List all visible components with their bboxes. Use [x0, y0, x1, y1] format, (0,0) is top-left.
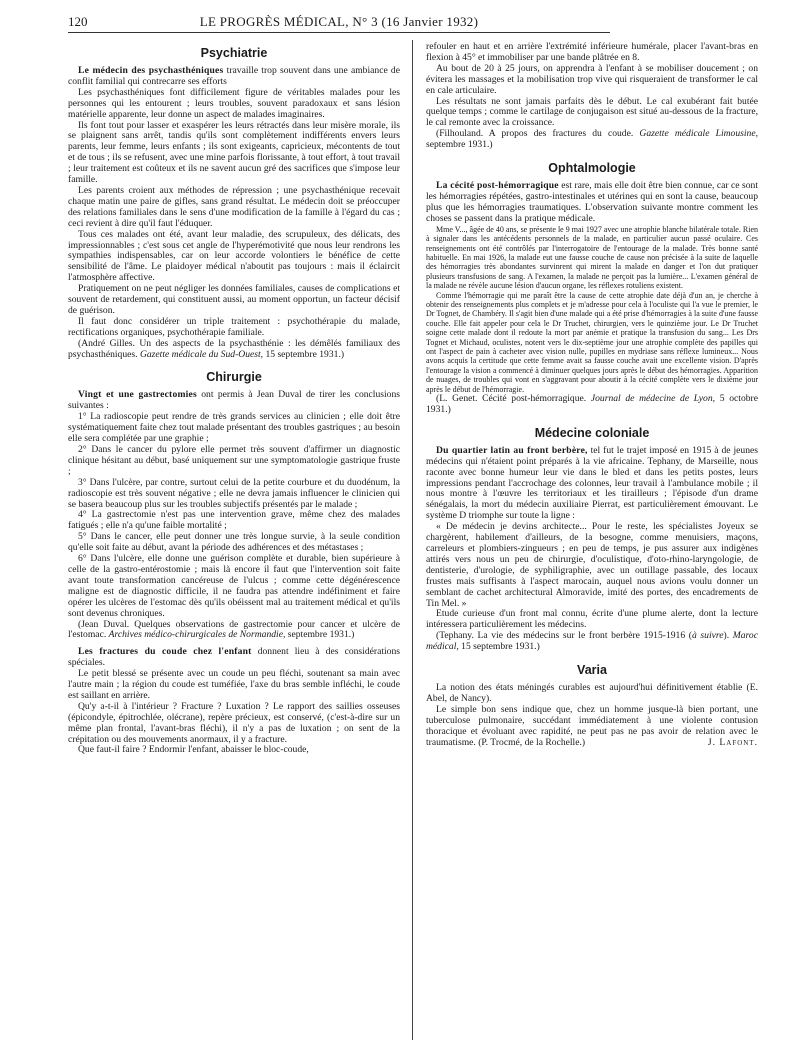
paragraph: Les fractures du coude chez l'enfant donnent lieu à des considérations spéciales.: [68, 646, 400, 669]
paragraph: Les psychasthéniques font difficilement figure de véritables malades pour les personnes qui les entourent ; leurs troubles, souvent paradoxaux et sans lésion matérielle apparente, leur donne un aspect de malades imaginaires.: [68, 86, 400, 120]
paragraph: Vingt et une gastrectomies ont permis à Jean Duval de tirer les conclusions suivantes :: [68, 389, 400, 412]
paragraph: 3° Dans l'ulcère, par contre, surtout celui de la petite courbure et du duodénum, la radioscopie est très souvent négative ; elle ne devra jamais influencer le clinicien qui se basera beaucoup plus sur les troubles subjectifs présentés par le malade ;: [68, 476, 400, 510]
paragraph: Que faut-il faire ? Endormir l'enfant, abaisser le bloc-coude,: [78, 744, 309, 756]
section-title-psychiatrie: Psychiatrie: [200, 46, 268, 60]
section-title-medecine-coloniale: Médecine coloniale: [534, 425, 650, 440]
page-header: [68, 12, 610, 33]
paragraph: La notion des états méningés curables est aujourd'hui définitivement établie (E. Abel, de Nancy).: [426, 682, 758, 704]
small-print-paragraph: Comme l'hémorragie qui me paraît être la cause de cette atrophie date déjà d'un an, je cherche à obtenir des renseignements plus complets et je m'adresse pour cela à l'oculiste qui l'a vue le premier, le Dr Tognet, de Chambéry. Il s'agit bien d'une malade qui a été prise d'hémorragies à la suite d'une fausse couche. Elle fait appeler pour cela le Dr Truchet, chirurgien, vers le quinzième jour. Le Dr Truchet soigne cette malade dont il redoute la mort par anémie et pratique la transfusion du sang... Les Drs Tognet et Michaud, oculistes, notent vers le dix-septième jour une atrophie complète des papilles qui ont l'aspect de pain à cacheter avec vision nulle, pupilles en mydriase sans réflexe lumineux... Nous avons acquis la certitude que cette femme avait sa fausse couche avait une excellente vision. D'après l'entourage la vision a commencé à diminuer quelques jours après le début des hémorragies. Apparition de nuages, de troubles qui vont en s'aggravant pour aboutir à la cécité complète vers le dixième jour après le début de l'hémorragie.: [426, 290, 758, 394]
section-title-chirurgie: Chirurgie: [206, 370, 262, 385]
paragraph: refouler en haut et en arrière l'extrémité inférieure humérale, placer l'avant-bras en flexion à 45° et immobiliser par une bande plâtrée en 8.: [426, 41, 758, 63]
paragraph: Etude curieuse d'un front mal connu, écrite d'une plume alerte, dont la lecture intéressera particulièrement les médecins.: [426, 608, 758, 631]
paragraph: 5° Dans le cancer, elle peut donner une très longue survie, à la seule condition qu'elle soit faite au début, avant la période des adhérences et des métastases ;: [68, 531, 400, 554]
lead-in: La cécité post-hémorragique: [436, 180, 559, 192]
section-title-ophtalmologie: Ophtalmologie: [548, 161, 636, 176]
lead-in: Du quartier latin au front berbère,: [436, 444, 588, 456]
paragraph: La cécité post-hémorragique est rare, mais elle doit être bien connue, car ce sont les hémorragies répétées, gastro-intestinales et utérines qui en sont la cause, beaucoup plus que les hémorragies traumatiques. L'observation suivante montre comment les choses se passent dans la pratique médicale.: [426, 180, 759, 224]
paragraph: Les résultats ne sont jamais parfaits dès le début. Le cal exubérant fait butée quelque temps ; comme le cartilage de conjugaison est situé au-dessous de la fracture, le cal remonte avec la croissance.: [426, 95, 758, 129]
paragraph: Le petit blessé se présente avec un coude un peu fléchi, soutenant sa main avec l'autre main ; la région du coude est tuméfiée, l'axe du bras semble infléchi, le coude est saillant en arrière.: [68, 668, 400, 701]
paragraph: « De médecin je devins architecte... Pour le reste, les spécialistes Joyeux se chargèrent, habilement d'ailleurs, de la besogne, comme menuisiers, maçons, carreleurs et plombiers-zingueurs ; en peu de temps, je pus assurer aux indigènes attirés vers nous un peu de chirurgie, d'oculistique, d'oto-rhino-laryngologie, de dentisterie, d'urologie, de syphiligraphie, avec un outillage passable, des locaux frustes mais suffisants à l'aspect marocain, auquel nous avions voulu donner un semblant de cachet architectural Almoravide, imité des portes, des encadrements de Tin Mel. »: [426, 521, 758, 609]
page-number: 120: [68, 14, 88, 29]
citation: (Filhouland. A propos des fractures du coude. Gazette médicale Limousine, septembre 1931.): [426, 128, 759, 151]
running-title: LE PROGRÈS MÉDICAL, N° 3 (16 Janvier 1932): [199, 14, 479, 29]
paragraph: Tous ces malades ont été, avant leur maladie, des scrupuleux, des délicats, des impressionnables ; c'est sous cet angle de l'hyperémotivité que nous leur rendrons les sympathies indispensables, car on leur accorde volontiers le bénéfice de cette sensibilité de l'âme. Le plaidoyer médical n'aboutit pas toujours : mais il éclaircit l'atmosphère affective.: [68, 228, 400, 284]
author-signature: J. Lafont.: [707, 736, 758, 748]
column-divider: [412, 40, 413, 1040]
paragraph: 6° Dans l'ulcère, elle donne une guérison complète et durable, bien supérieure à celle de la gastro-entérostomie ; mais là encore il faut que l'intervention soit faite avant toute transformation cancéreuse de l'ulcus ; comme cette dégénérescence maligne est de diagnostic difficile, il ne faudra pas attendre indéfiniment et faire opérer les ulcères de l'estomac dès qu'ils obéissent mal au traitement médical et qu'ils sont devenus chroniques.: [68, 553, 400, 619]
citation: (Tephany. La vie des médecins sur le front berbère 1915-1916 (à suivre). Maroc médical, 15 septembre 1931.): [426, 630, 758, 653]
paragraph: Il faut donc considérer un triple traitement : psychothérapie du malade, rectifications organiques, psychothérapie familiale.: [68, 315, 400, 338]
citation: (André Gilles. Un des aspects de la psychasthénie : les démêlés familiaux des psychasthéniques. Gazette médicale du Sud-Ouest, 15 septembre 1931.): [68, 337, 400, 360]
paragraph: 4° La gastrectomie n'est pas une intervention grave, même chez des malades fatigués ; elle n'a qu'une faible mortalité ;: [68, 509, 400, 532]
paragraph: Pratiquement on ne peut négliger les données familiales, causes de complications et souvent de retardement, qui constituent aussi, au moment opportun, un facteur décisif de guérison.: [68, 283, 400, 316]
paragraph: Du quartier latin au front berbère, tel fut le trajet imposé en 1915 à de jeunes médecins qui n'étaient point préparés à la vie africaine. Tephany, de Marseille, nous raconte avec bonne humeur leur vie dans le bled et dans les petits postes, leurs impressions pendant l'accrochage des colonnes, leur travail à l'ambulance mobile ; il nous montre à l'œuvre les territoriaux et les tirailleurs ; l'épisode d'un drame sénégalais, la mort du médecin auxiliaire Pierrat, est particulièrement émouvant. Le système D triomphe sur toute la ligne :: [426, 444, 758, 522]
paragraph: 2° Dans le cancer du pylore elle permet très souvent d'affirmer un diagnostic clinique hésitant au début, basé uniquement sur une symptomatologie gastrique fruste ;: [68, 444, 400, 477]
paragraph: Au bout de 20 à 25 jours, on apprendra à l'enfant à se mobiliser doucement ; on évitera les massages et la mobilisation trop vive qui risqueraient de transformer le cal en cale articulaire.: [426, 62, 758, 96]
paragraph: Le médecin des psychasthéniques travaille trop souvent dans une ambiance de conflit familial qui contrecarre ses efforts: [68, 65, 400, 87]
paragraph: 1° La radioscopie peut rendre de très grands services au clinicien ; elle doit être systématiquement faite chez tout malade présentant des troubles gastriques ; au besoin elle sera complétée par une graphie ;: [68, 411, 400, 445]
paragraph: Le simple bon sens indique que, chez un homme jusque-là bien portant, une tuberculose pulmonaire, succédant immédiatement à une violente contusion thoracique et évoluant avec rapidité, ne peut pas ne pas avoir de relation avec le traumatisme. (P. Trocmé, de la Rochelle.) J. Lafont.: [426, 703, 758, 748]
left-column: [68, 42, 400, 756]
lead-in: Vingt et une gastrectomies: [78, 389, 197, 401]
lead-in: Les fractures du coude chez l'enfant: [78, 646, 252, 658]
paragraph: Les parents croient aux méthodes de répression ; une psychasthénique recevait chaque matin une paire de gifles, sans grand résultat. Le médecin doit se préoccuper des relations familiales dans le sens d'une modification de la famille à l'égard du cas ; ceci revient à dire qu'il faut l'éduquer.: [68, 184, 400, 229]
section-title-varia: Varia: [577, 663, 607, 678]
paragraph: Qu'y a-t-il à l'intérieur ? Fracture ? Luxation ? Le rapport des saillies osseuses (épicondyle, épitrochlée, olécrane), repère précieux, est conservé, (c'est-à-dire sur un même plan frontal, l'avant-bras fléchi), il n'y a pas de luxation ; on sent de la crépitation ou des mouvements anormaux, il y a fracture.: [68, 700, 400, 745]
paragraph: Ils font tout pour lasser et exaspérer les leurs rétractés dans leur misère morale, ils se plaignent sans arrêt, tandis qu'ils sont complètement indifférents envers leurs parents, leur femme, leurs enfants ; ils sont exigeants, capricieux, mécontents de tout et de tous ; ils se refusent, avec une mine parfois florissante, à tout effort, à tout travail ; leur traitement est coûteux et ils ne savent aucun gré des sacrifices que s'impose leur famille.: [68, 119, 400, 186]
small-print-paragraph: Mme V..., âgée de 40 ans, se présente le 9 mai 1927 avec une atrophie blanche bilatérale totale. Rien à signaler dans les antécédents personnels de la malade, en particulier aucun passé oculaire. Ces renseignements ont été contrôlés par l'interrogatoire de l'entourage de la malade. Très bonne santé habituelle. En mai 1926, la malade eut une fausse couche de cause non précisée à la suite de laquelle des hémorragies très abondantes survinrent qui mirent la malade en danger et l'on dut pratiquer plusieurs transfusions de sang. A l'examen, la malade ne perçoit pas la lumière... L'examen général de la malade ne révèle aucune lésion d'aucun organe, les réflexes rotuliens existent.: [426, 224, 758, 291]
lead-in: Le médecin des psychasthéniques: [78, 65, 224, 76]
right-column: [426, 42, 758, 748]
citation: (L. Genet. Cécité post-hémorragique. Journal de médecine de Lyon, 5 octobre 1931.): [426, 393, 758, 415]
citation: (Jean Duval. Quelques observations de gastrectomie pour cancer et ulcère de l'estomac. Archives médico-chirurgicales de Normandie, septembre 1931.): [68, 618, 400, 641]
